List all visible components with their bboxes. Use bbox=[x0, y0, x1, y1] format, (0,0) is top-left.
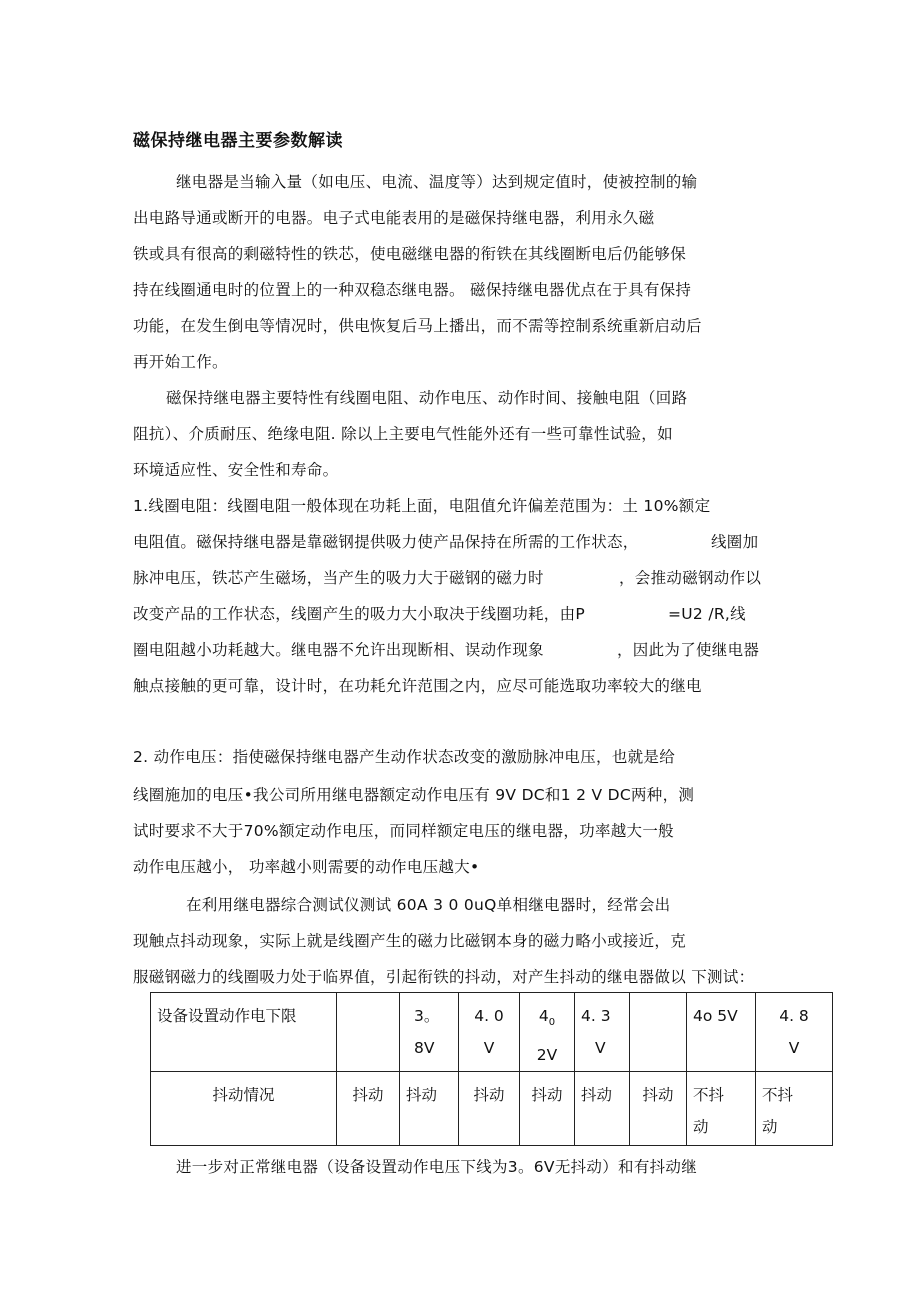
table-cell: 4. 3 V bbox=[575, 993, 630, 1072]
section-1-line: 触点接触的更可靠，设计时，在功耗允许范围之内，应尽可能选取功率较大的继电 bbox=[133, 677, 702, 695]
section-1-line: 改变产品的工作状态，线圈产生的吸力大小取决于线圈功耗，由P bbox=[133, 605, 586, 623]
paragraph-line: 在利用继电器综合测试仪测试 60A 3 0 0uQ单相继电器时，经常会出 bbox=[186, 896, 671, 914]
section-1-line: 电阻值。磁保持继电器是靠磁钢提供吸力使产品保持在所需的工作状态， bbox=[133, 533, 639, 551]
paragraph-line: 服磁钢磁力的线圈吸力处于临界值，引起衔铁的抖动，对产生抖动的继电器做以 下测试： bbox=[133, 968, 755, 986]
paragraph-line: 功能，在发生倒电等情况时，供电恢复后马上播出，而不需等控制系统重新启动后 bbox=[133, 317, 702, 335]
document-title: 磁保持继电器主要参数解读 bbox=[133, 131, 343, 151]
table-cell: 抖动 bbox=[337, 1072, 400, 1146]
paragraph-line: 继电器是当输入量（如电压、电流、温度等）达到规定值时，使被控制的输 bbox=[176, 173, 698, 191]
table-cell: 4o 5V bbox=[687, 993, 756, 1072]
paragraph-line: 磁保持继电器主要特性有线圈电阻、动作电压、动作时间、接触电阻（回路 bbox=[166, 389, 688, 407]
paragraph-line: 现触点抖动现象，实际上就是线圈产生的磁力比磁钢本身的磁力略小或接近，克 bbox=[133, 932, 687, 950]
paragraph-line: 环境适应性、安全性和寿命。 bbox=[133, 461, 339, 479]
test-result-table bbox=[150, 992, 833, 1146]
table-cell: 不抖 动 bbox=[756, 1072, 833, 1146]
table-cell: 抖动 bbox=[459, 1072, 520, 1146]
paragraph-line: 出电路导通或断开的电器。电子式电能表用的是磁保持继电器，利用永久磁 bbox=[133, 209, 655, 227]
table-cell: 抖动情况 bbox=[151, 1072, 337, 1146]
table-cell: 3。 8V bbox=[400, 993, 459, 1072]
section-2-line: 2. 动作电压：指使磁保持继电器产生动作状态改变的激励脉冲电压，也就是给 bbox=[133, 748, 676, 766]
table-cell: 4. 8 V bbox=[756, 993, 833, 1072]
section-2-line: 动作电压越小， 功率越小则需要的动作电压越大• bbox=[133, 858, 480, 876]
table-cell: 抖动 bbox=[400, 1072, 459, 1146]
section-1-line: 1.线圈电阻：线圈电阻一般体现在功耗上面，电阻值允许偏差范围为：土 10%额定 bbox=[133, 497, 711, 515]
section-1-line: 线圈加 bbox=[711, 533, 759, 551]
paragraph-line: 铁或具有很高的剩磁特性的铁芯，使电磁继电器的衔铁在其线圈断电后仍能够保 bbox=[133, 245, 687, 263]
section-1-line: ，会推动磁钢动作以 bbox=[619, 569, 762, 587]
section-1-line: =U2 /R,线 bbox=[668, 605, 746, 623]
table-cell: 抖动 bbox=[520, 1072, 575, 1146]
section-1-line: ，因此为了使继电器 bbox=[617, 641, 760, 659]
section-1-line: 圈电阻越小功耗越大。继电器不允许出现断相、误动作现象 bbox=[133, 641, 544, 659]
paragraph-line: 持在线圈通电时的位置上的一种双稳态继电器。 磁保持继电器优点在于具有保持 bbox=[133, 281, 692, 299]
table-cell: 4. 0 V bbox=[459, 993, 520, 1072]
section-2-line: 线圈施加的电压•我公司所用继电器额定动作电压有 9V DC和1 2 V DC两种，测 bbox=[133, 786, 695, 804]
table-cell: 设备设置动作电下限 bbox=[151, 993, 337, 1072]
table-cell: 抖动 bbox=[575, 1072, 630, 1146]
table-cell: 不抖 动 bbox=[687, 1072, 756, 1146]
paragraph-line: 阻抗）、介质耐压、绝缘电阻. 除以上主要电气性能外还有一些可靠性试验，如 bbox=[133, 425, 673, 443]
table-cell: $4_0$ 2V bbox=[520, 993, 575, 1072]
table-row bbox=[151, 1072, 833, 1146]
table-cell bbox=[630, 993, 687, 1072]
paragraph-line: 再开始工作。 bbox=[133, 353, 228, 371]
table-row bbox=[151, 993, 833, 1072]
section-1-line: 脉冲电压，铁芯产生磁场，当产生的吸力大于磁钢的磁力时 bbox=[133, 569, 544, 587]
paragraph-line: 进一步对正常继电器（设备设置动作电压下线为3。6V无抖动）和有抖动继 bbox=[176, 1158, 698, 1176]
section-2-line: 试时要求不大于70%额定动作电压，而同样额定电压的继电器，功率越大一般 bbox=[133, 822, 674, 840]
table-cell: 抖动 bbox=[630, 1072, 687, 1146]
table-cell bbox=[337, 993, 400, 1072]
